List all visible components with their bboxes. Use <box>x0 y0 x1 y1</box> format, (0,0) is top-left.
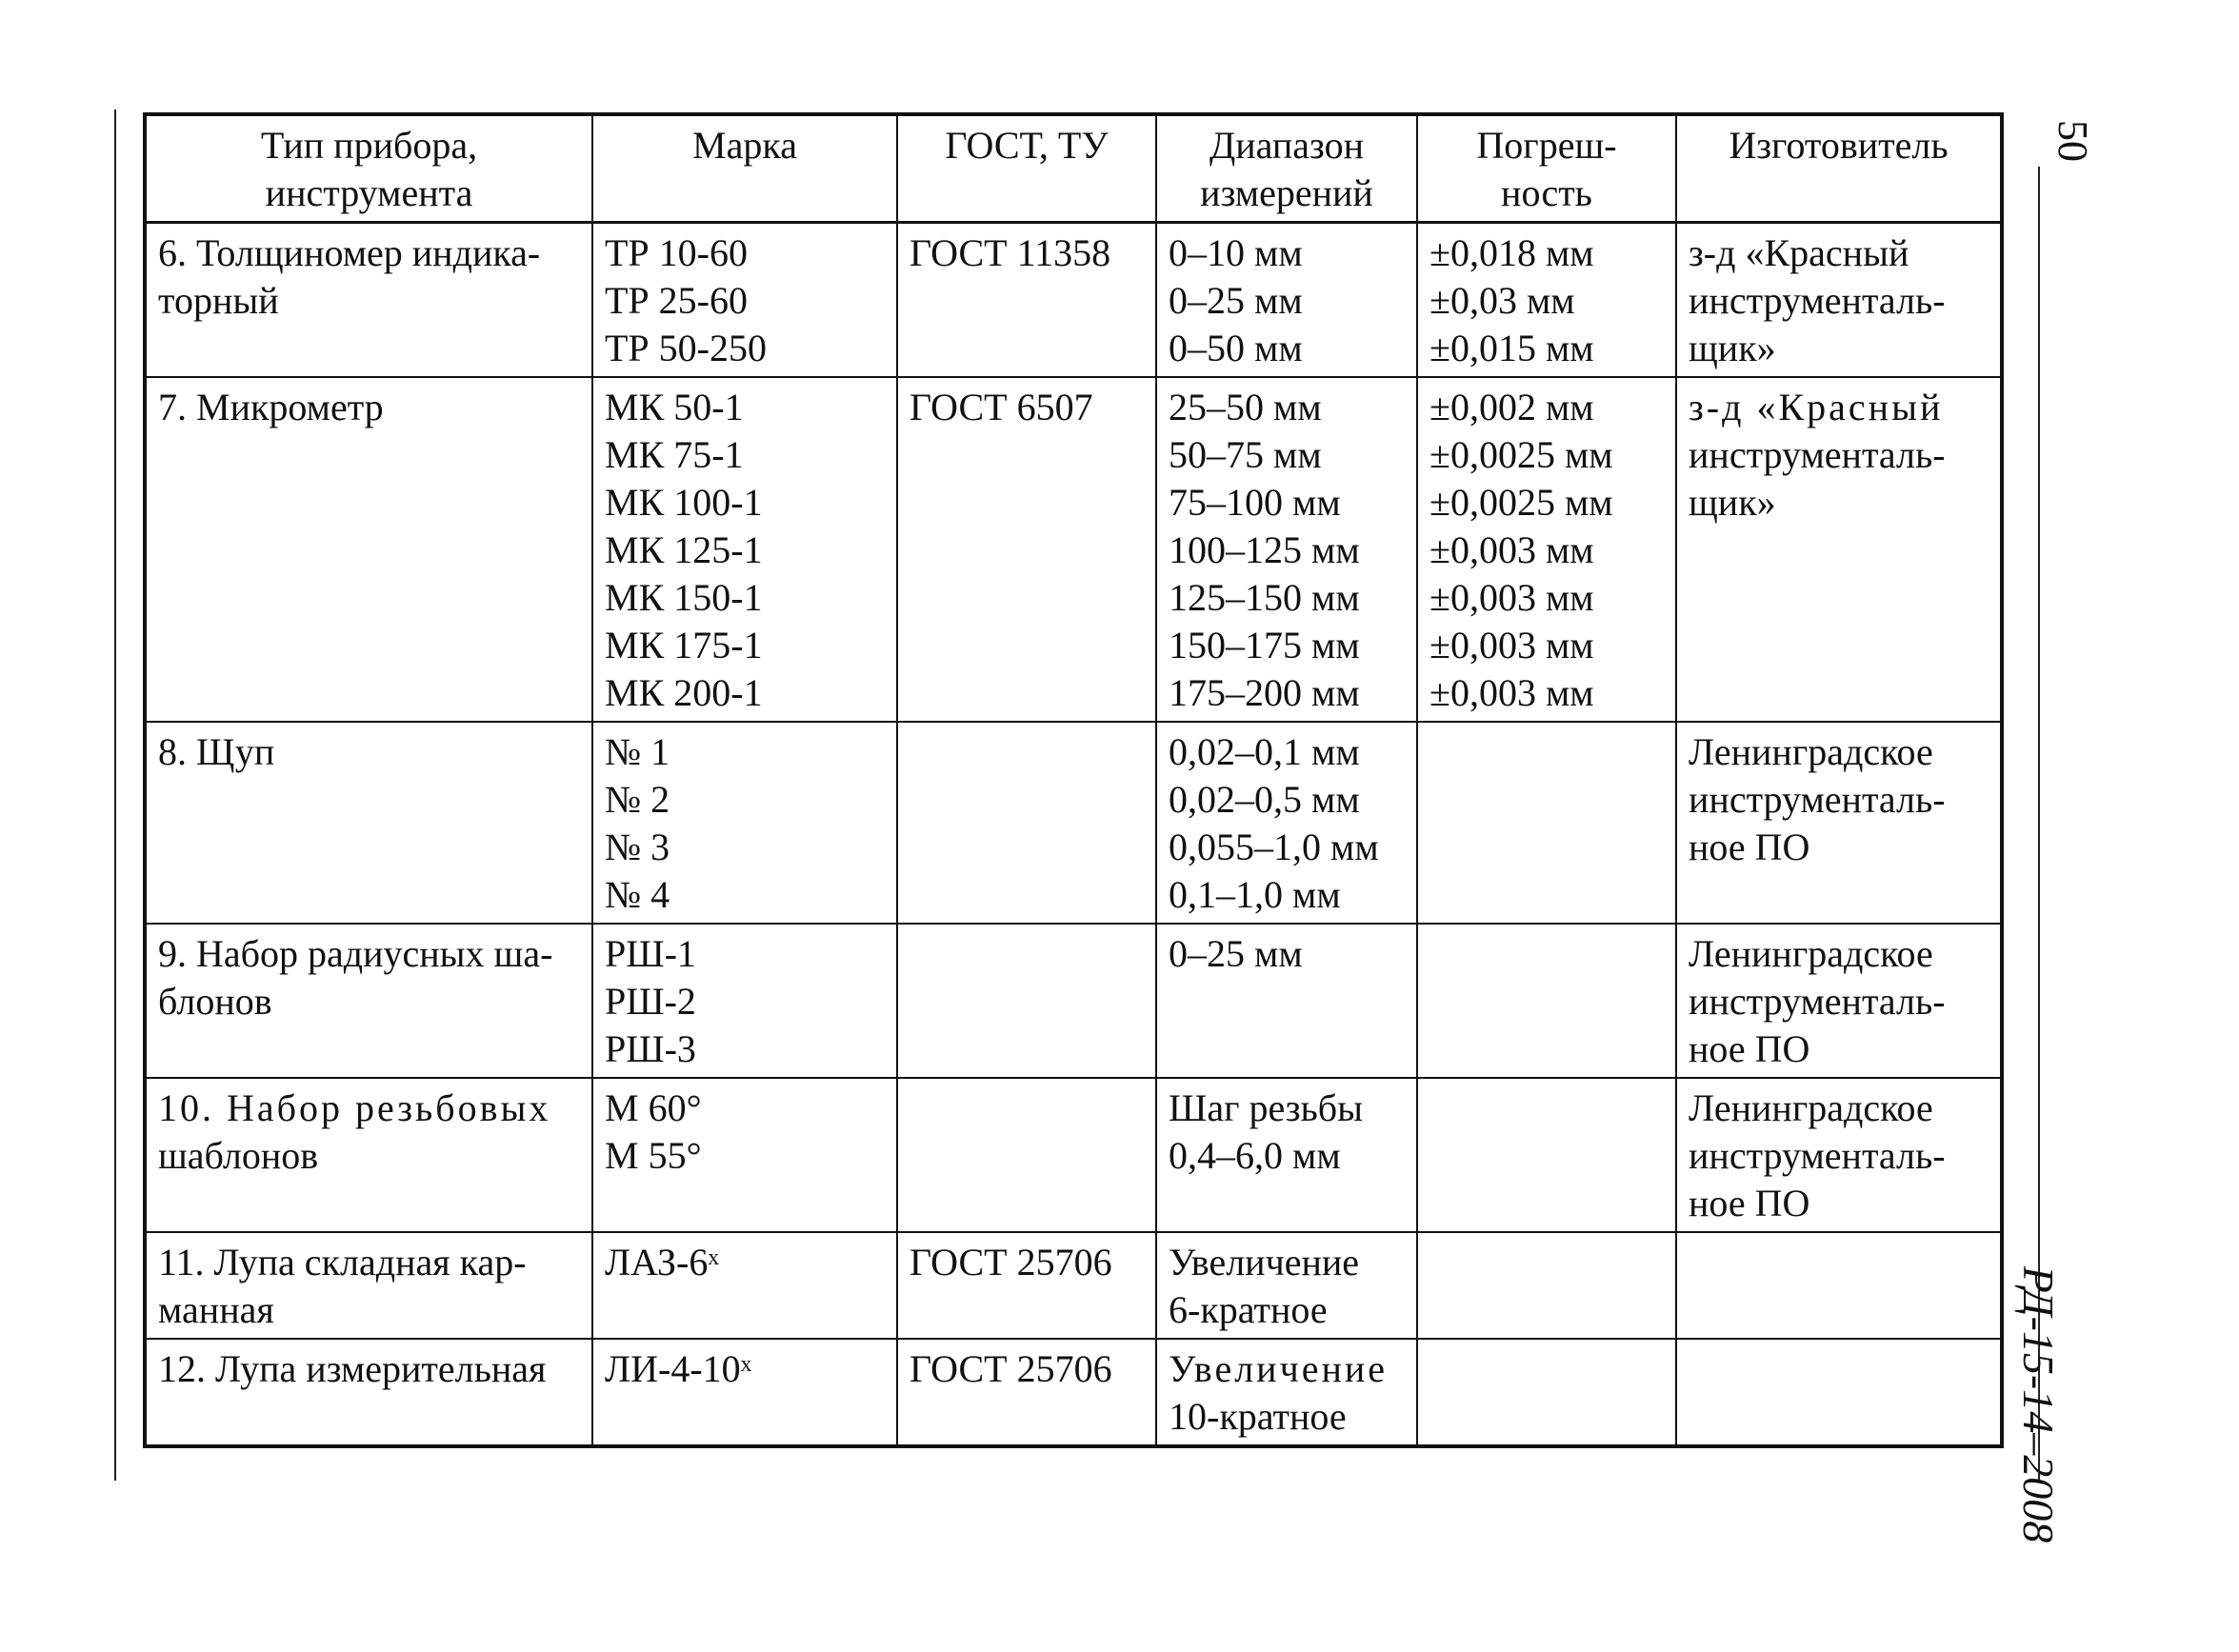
cell-brand: МК 50-1 МК 75-1 МК 100-1 МК 125-1 МК 150-1 МК 175-1 МК 200-1 <box>592 377 897 722</box>
cell-brand: РШ-1 РШ-2 РШ-3 <box>592 924 897 1078</box>
cell-gost: ГОСТ 11358 <box>897 223 1156 378</box>
header-maker: Изготовитель <box>1676 114 2002 223</box>
cell-brand: М 60° М 55° <box>592 1078 897 1232</box>
page-number: 50 <box>2049 120 2096 162</box>
cell-type: 12. Лупа измерительная <box>145 1339 592 1446</box>
cell-range: 0–25 мм <box>1156 924 1417 1078</box>
table-header-row <box>145 114 2002 223</box>
header-type: Тип прибора, инструмента <box>145 114 592 223</box>
table-row <box>145 924 2002 1078</box>
cell-gost: ГОСТ 25706 <box>897 1339 1156 1446</box>
cell-brand: ЛАЗ-6ˣ <box>592 1232 897 1339</box>
table-row <box>145 1078 2002 1232</box>
cell-gost: ГОСТ 25706 <box>897 1232 1156 1339</box>
cell-range: Увеличение 10-кратное <box>1156 1339 1417 1446</box>
header-error: Погреш- ность <box>1417 114 1676 223</box>
cell-gost <box>897 1078 1156 1232</box>
header-range: Диапазон измерений <box>1156 114 1417 223</box>
cell-brand: ЛИ-4-10ˣ <box>592 1339 897 1446</box>
cell-brand: ТР 10-60 ТР 25-60 ТР 50-250 <box>592 223 897 378</box>
cell-gost <box>897 924 1156 1078</box>
cell-range: 25–50 мм 50–75 мм 75–100 мм 100–125 мм 125–150 мм 150–175 мм 175–200 мм <box>1156 377 1417 722</box>
cell-error: ±0,002 мм ±0,0025 мм ±0,0025 мм ±0,003 мм ±0,003 мм ±0,003 мм ±0,003 мм <box>1417 377 1676 722</box>
cell-type: 8. Щуп <box>145 722 592 924</box>
cell-maker <box>1676 1339 2002 1446</box>
cell-range: 0,02–0,1 мм 0,02–0,5 мм 0,055–1,0 мм 0,1–1,0 мм <box>1156 722 1417 924</box>
cell-gost: ГОСТ 6507 <box>897 377 1156 722</box>
left-margin-rule <box>114 109 116 1481</box>
cell-error <box>1417 1339 1676 1446</box>
cell-maker: Ленинградское инструменталь- ное ПО <box>1676 722 2002 924</box>
header-brand: Марка <box>592 114 897 223</box>
cell-maker: Ленинградское инструменталь- ное ПО <box>1676 1078 2002 1232</box>
cell-error: ±0,018 мм ±0,03 мм ±0,015 мм <box>1417 223 1676 378</box>
cell-maker: з-д «Красный инструменталь- щик» <box>1676 377 2002 722</box>
table-row <box>145 377 2002 722</box>
instruments-table <box>143 112 2004 1448</box>
cell-error <box>1417 1232 1676 1339</box>
cell-gost <box>897 722 1156 924</box>
cell-brand: № 1 № 2 № 3 № 4 <box>592 722 897 924</box>
cell-type: 6. Толщиномер индика- торный <box>145 223 592 378</box>
cell-maker: з-д «Красный инструменталь- щик» <box>1676 223 2002 378</box>
cell-type: 10. Набор резьбовых шаблонов <box>145 1078 592 1232</box>
cell-error <box>1417 722 1676 924</box>
cell-type: 11. Лупа складная кар- манная <box>145 1232 592 1339</box>
cell-error <box>1417 1078 1676 1232</box>
cell-type: 7. Микрометр <box>145 377 592 722</box>
cell-maker <box>1676 1232 2002 1339</box>
header-gost: ГОСТ, ТУ <box>897 114 1156 223</box>
table-row <box>145 1339 2002 1446</box>
cell-range: Увеличение 6-кратное <box>1156 1232 1417 1339</box>
table-row <box>145 722 2002 924</box>
cell-type: 9. Набор радиусных ша- блонов <box>145 924 592 1078</box>
cell-error <box>1417 924 1676 1078</box>
table-row <box>145 1232 2002 1339</box>
cell-maker: Ленинградское инструменталь- ное ПО <box>1676 924 2002 1078</box>
table-row <box>145 223 2002 378</box>
cell-range: Шаг резьбы 0,4–6,0 мм <box>1156 1078 1417 1232</box>
document-code: РД-15-14–2008 <box>2014 1265 2063 1543</box>
cell-range: 0–10 мм 0–25 мм 0–50 мм <box>1156 223 1417 378</box>
